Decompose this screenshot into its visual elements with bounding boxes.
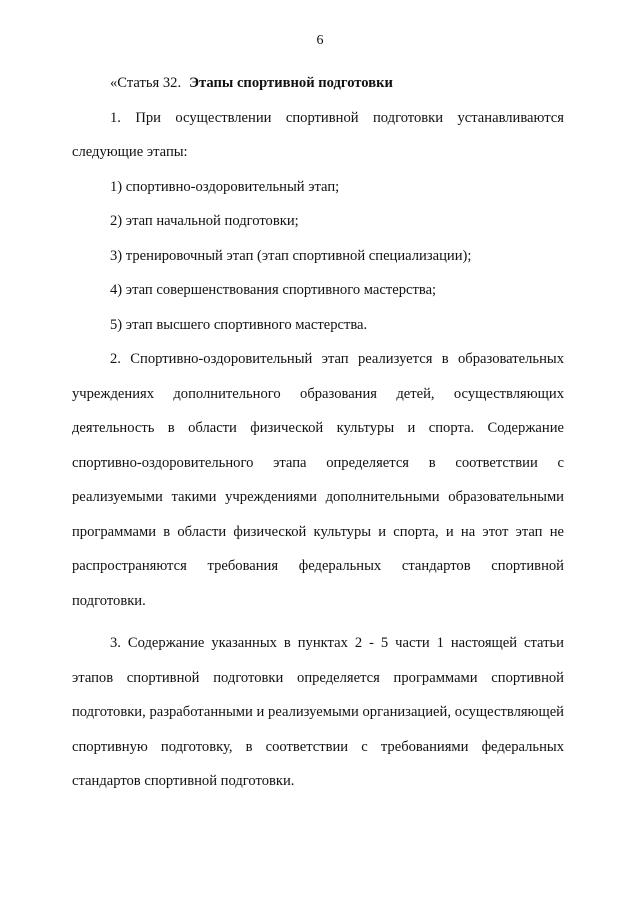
article-label: «Статья 32. bbox=[110, 75, 182, 91]
stage-item-1: 1) спортивно-оздоровительный этап; bbox=[110, 178, 340, 195]
paragraph-2: 2. Спортивно-оздоровительный этап реализуется в образовательных учреждениях дополнительного образования детей, осуществляющих деятельность в области физической культуры и спорта. Содержание спортивно-оздоровительного этапа определяется в соответствии с реализуемыми такими учреждениями дополнительными образовательными программами в области физической культуры и спорта, и на этот этап не распространяются требования федеральных стандартов спортивной подготовки. bbox=[72, 351, 564, 609]
document-body bbox=[72, 66, 564, 799]
article-heading bbox=[72, 66, 564, 101]
page-number: 6 bbox=[316, 33, 324, 48]
paragraph-3: 3. Содержание указанных в пунктах 2 - 5 части 1 настоящей статьи этапов спортивной подготовки определяется программами спортивной подготовки, разработанными и реализуемыми организацией, осуществляющей спортивную подготовку, в соответствии с требованиями федеральных стандартов спортивной подготовки. bbox=[72, 635, 564, 789]
paragraph-1-intro: 1. При осуществлении спортивной подготовки устанавливаются следующие этапы: bbox=[72, 109, 564, 160]
article-title: Этапы спортивной подготовки bbox=[189, 75, 393, 91]
stage-item-2: 2) этап начальной подготовки; bbox=[110, 213, 299, 229]
stage-item-4: 4) этап совершенствования спортивного мастерства; bbox=[110, 282, 437, 298]
stage-item-3: 3) тренировочный этап (этап спортивной специализации); bbox=[110, 247, 472, 264]
stage-item-5: 5) этап высшего спортивного мастерства. bbox=[110, 316, 368, 333]
